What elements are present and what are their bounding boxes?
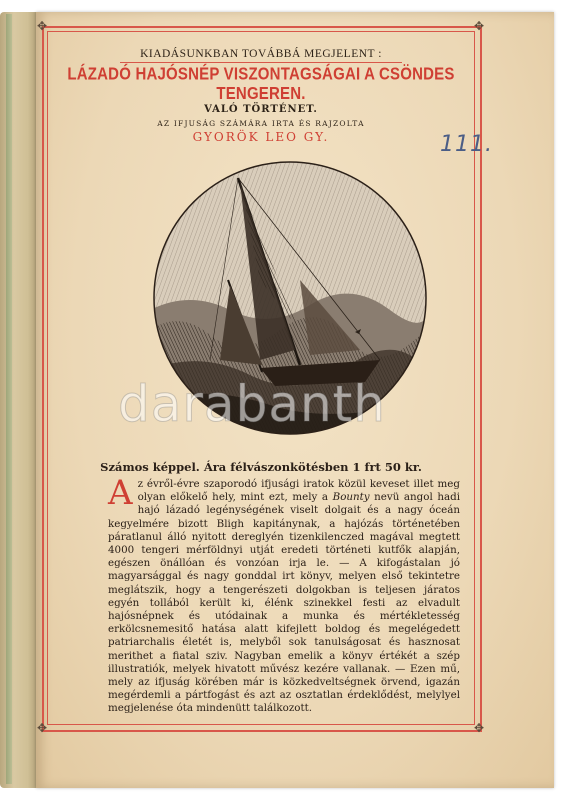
description-paragraph: [108, 473, 460, 716]
drop-cap: A: [108, 473, 133, 513]
corner-ornament-icon: ✥: [473, 19, 485, 33]
header-block: [60, 48, 462, 144]
author-name: GYORÖK LEO GY.: [192, 130, 330, 144]
spine-binding-edge: [6, 14, 12, 784]
book-title: LÁZADÓ HAJÓSNÉP VISZONTAGSÁGAI A CSÖNDES TENGEREN.: [67, 64, 455, 104]
header-rule: [120, 62, 402, 63]
watermark: darabanth: [118, 375, 386, 433]
body-text-part2: nevü angol hadi hajó lázadó legénységének viselt dolgait és a nagy óceán kegyelmére bizott Bligh kapitánynak, a hajózás történetében páratlanul álló nyitott dereglyén tizenkilenczed magával megtett 4000 tengeri mérföldnyi utját eredeti történeti kutfők alapján, egészen önállóan és vonzóan irja le. — A kifogástalan jó magyarsággal és nagy gonddal irt könyv, melyen első tekintetre meglátszik, hogy a tengerészeti dolgokban is teljesen járatos egyén tollából került ki, élénk szinekkel festi az elvadult hajósnépnek és utódainak a munka és mértékletesség erkölcsnemesitő hatása alatt kifejlett boldog és megelégedett patriarchalis életét is, melyből sok tanulságosat és hasznosat merithet a fiatal sziv. Nagyban emelik a könyv értékét a szép illustratiók, melyek hivatott művész kezére vallanak. — Ezen mű, mely az ifjuság körében már is közkedveltségnek örvend, igazán megérdemli a pártfogást és azt az osztatlan érdeklődést, melylyel megjelenése óta mindenütt találkozott.: [108, 491, 460, 715]
corner-ornament-icon: ✥: [473, 721, 485, 735]
corner-ornament-icon: ✥: [36, 19, 48, 33]
announcement-line: KIADÁSUNKBAN TOVÁBBÁ MEGJELENT :: [140, 48, 382, 60]
byline: AZ IFJUSÁG SZÁMÁRA IRTA ÉS RAJZOLTA: [157, 119, 365, 128]
corner-ornament-icon: ✥: [36, 721, 48, 735]
price-line: Számos képpel. Ára félvászonkötésben 1 frt 50 kr.: [100, 460, 422, 474]
pencil-annotation: 111.: [440, 132, 493, 157]
book-subtitle: VALÓ TÖRTÉNET.: [204, 104, 318, 115]
body-text-part1: z évről-évre szaporodó ifjusági iratok közül keveset illet meg olyan előkelő hely, mint ezt, mely a: [137, 478, 460, 504]
ship-name: Bounty: [332, 491, 370, 504]
